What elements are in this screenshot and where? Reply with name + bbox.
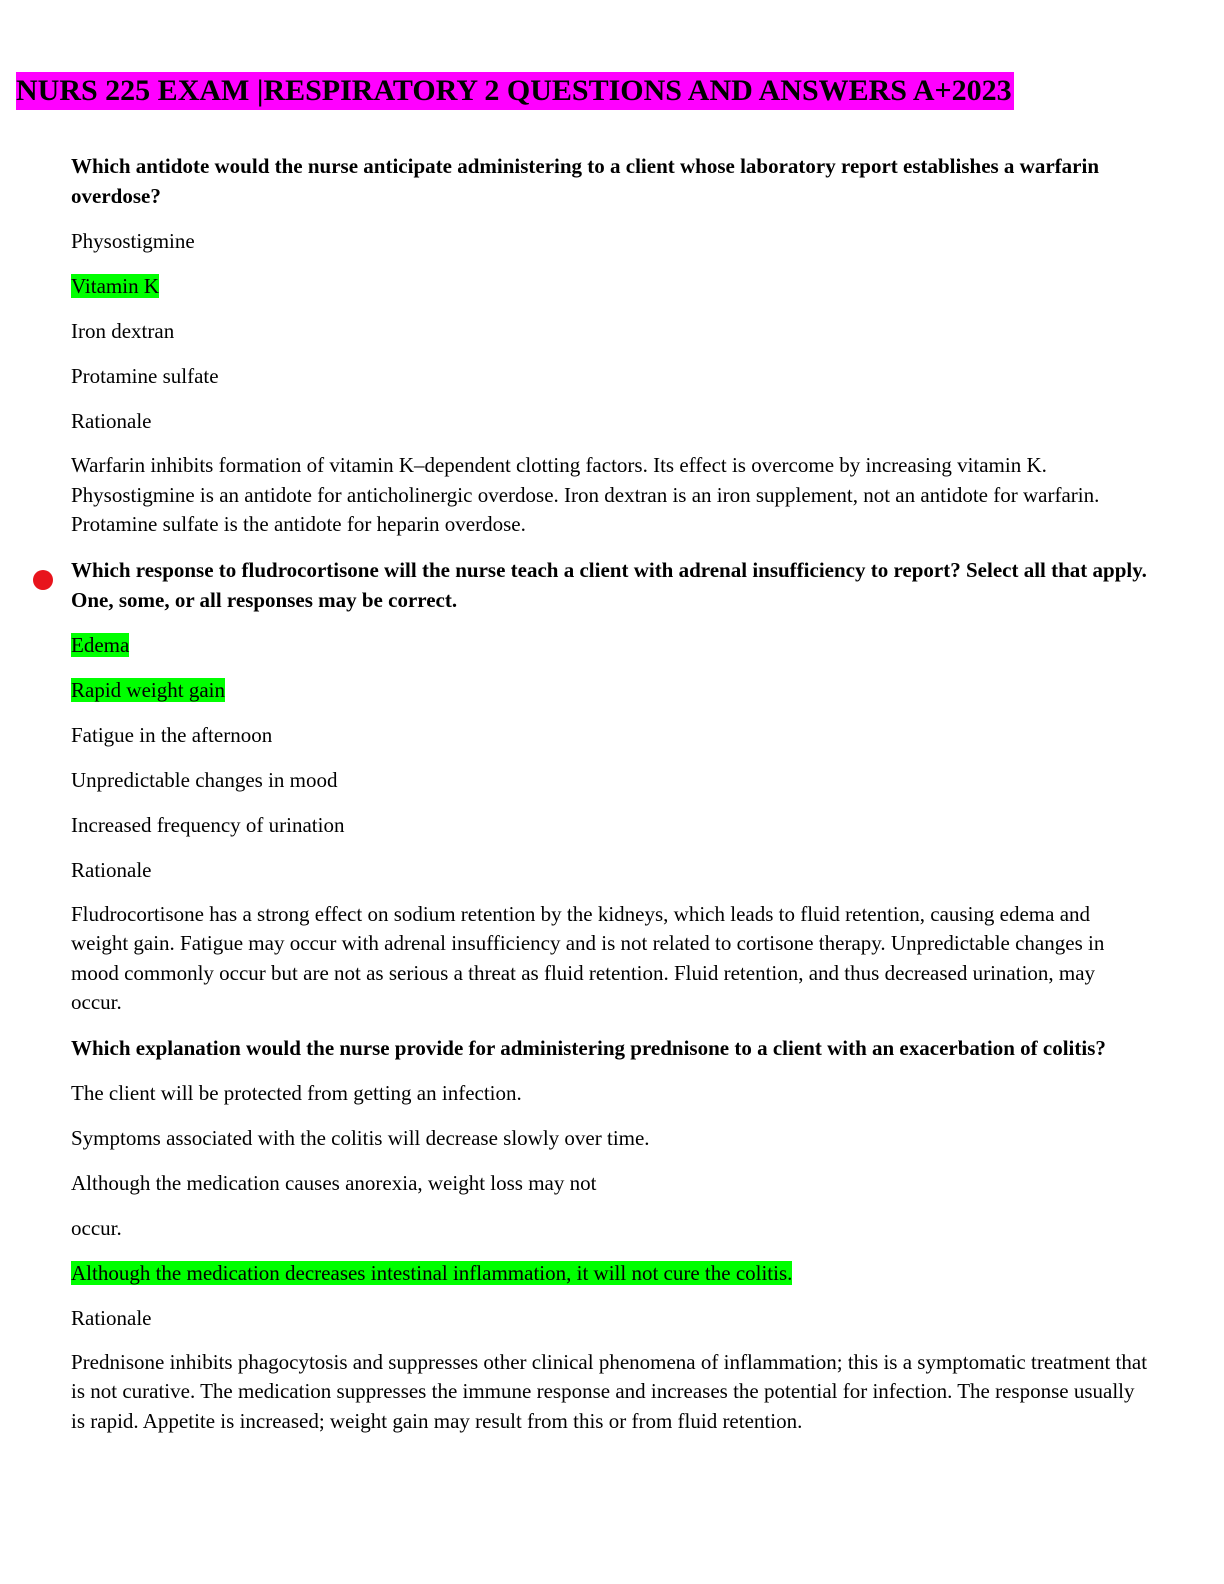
red-dot-marker-icon [33, 570, 53, 590]
rationale-text: Warfarin inhibits formation of vitamin K–dependent clotting factors. Its effect is overcome by increasing vitamin K. Physostigmine is an antidote for anticholinergic overdose. Iron dextran is an iron supplement, not an antidote for warfarin. Protamine sulfate is the antidote for heparin overdose. [71, 453, 1100, 536]
rationale-text: Prednisone inhibits phagocytosis and suppresses other clinical phenomena of inflammation; this is a symptomatic treatment that is not curative. The medication suppresses the immune response and increases the potential for infection. The response usually is rapid. Appetite is increased; weight gain may result from this or from fluid retention. [71, 1349, 1148, 1433]
rationale-label: Rationale [71, 1305, 152, 1330]
answer-option: Increased frequency of urination [71, 812, 345, 837]
rationale-label: Rationale [71, 857, 152, 882]
answer-option-continued: occur. [71, 1215, 122, 1240]
question-block-1 [71, 151, 1151, 540]
answer-option-correct: Edema [71, 632, 130, 657]
answer-option: Physostigmine [71, 229, 195, 253]
document-body [71, 151, 1151, 1451]
rationale-label: Rationale [71, 409, 152, 433]
question-text: Which response to fludrocortisone will the nurse teach a client with adrenal insufficiency to report? Select all that apply. One, some, or all responses may be correct. [71, 555, 1151, 615]
answer-option: Unpredictable changes in mood [71, 767, 338, 792]
answer-option: Iron dextran [71, 319, 175, 343]
answer-option: Although the medication causes anorexia, weight loss may not [71, 1170, 597, 1195]
answer-option: Protamine sulfate [71, 364, 219, 388]
document-title: NURS 225 EXAM |RESPIRATORY 2 QUESTIONS AND ANSWERS A+2023 [16, 72, 1014, 110]
question-text: Which antidote would the nurse anticipate administering to a client whose laboratory report establishes a warfarin overdose? [71, 154, 1099, 208]
answer-option: The client will be protected from getting an infection. [71, 1080, 522, 1105]
answer-option: Symptoms associated with the colitis will decrease slowly over time. [71, 1125, 650, 1150]
question-text: Which explanation would the nurse provide for administering prednisone to a client with an exacerbation of colitis? [71, 1035, 1106, 1060]
answer-option-correct: Rapid weight gain [71, 677, 225, 702]
answer-option-correct: Although the medication decreases intestinal inflammation, it will not cure the colitis. [71, 1260, 793, 1285]
question-block-2 [71, 555, 1151, 1018]
question-block-3 [71, 1033, 1151, 1437]
rationale-text: Fludrocortisone has a strong effect on sodium retention by the kidneys, which leads to fluid retention, causing edema and weight gain. Fatigue may occur with adrenal insufficiency and is not related to cortisone therapy. Unpredictable changes in mood commonly occur but are not as serious a threat as fluid retention. Fluid retention, and thus decreased urination, may occur. [71, 901, 1105, 1014]
answer-option-correct: Vitamin K [71, 274, 159, 298]
answer-option: Fatigue in the afternoon [71, 722, 273, 747]
